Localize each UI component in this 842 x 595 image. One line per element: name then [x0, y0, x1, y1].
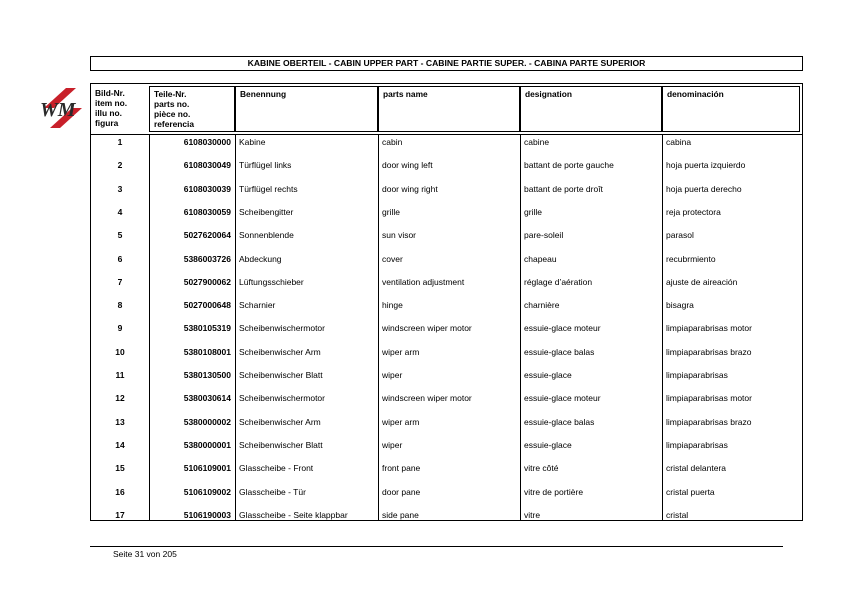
header-item-no: [91, 84, 149, 134]
cell-item-no: 14: [115, 439, 125, 450]
header-line: figura: [95, 118, 119, 128]
cell-benennung: Scheibenwischermotor: [239, 323, 325, 334]
cell-benennung: Abdeckung: [239, 253, 282, 264]
cell-designation: charnière: [524, 300, 560, 311]
table-body: [91, 135, 802, 520]
cell-denominacion: reja protectora: [666, 206, 721, 217]
cell-part-no: 5380000002: [183, 416, 231, 427]
cell-parts-name: sun visor: [382, 230, 417, 241]
cell-parts-name: hinge: [382, 300, 403, 311]
cell-denominacion: limpiaparabrisas motor: [666, 393, 752, 404]
cell-benennung: Scheibenwischer Blatt: [239, 370, 323, 380]
cell-denominacion: cristal: [666, 509, 689, 520]
table-row: [91, 158, 802, 181]
cell-part-no: 5027620064: [183, 230, 231, 241]
cell-parts-name: door wing left: [382, 160, 433, 171]
cell-part-no: 6108030059: [183, 206, 231, 217]
cell-parts-name: door pane: [382, 486, 421, 497]
cell-part-no: 6108030039: [183, 183, 231, 194]
table-row: [91, 228, 802, 251]
cell-parts-name: cabin: [382, 137, 403, 147]
cell-designation: cabine: [524, 137, 550, 147]
cell-denominacion: limpiaparabrisas brazo: [666, 416, 752, 427]
table-row: [91, 415, 802, 438]
cell-benennung: Scheibenwischer Blatt: [239, 439, 323, 450]
cell-parts-name: windscreen wiper motor: [382, 323, 472, 334]
cell-parts-name: door wing right: [382, 183, 438, 194]
cell-part-no: 6108030000: [183, 137, 231, 147]
cell-parts-name: side pane: [382, 509, 419, 520]
cell-designation: vitre de portière: [524, 486, 584, 497]
header-line: Benennung: [240, 89, 287, 99]
cell-item-no: 11: [115, 370, 125, 380]
cell-benennung: Türflügel links: [239, 160, 292, 171]
cell-designation: pare-soleil: [524, 230, 564, 241]
header-designation: [520, 86, 662, 132]
cell-item-no: 5: [117, 230, 123, 241]
cell-denominacion: limpiaparabrisas: [666, 439, 728, 450]
cell-benennung: Scheibenwischer Arm: [239, 346, 321, 357]
table-row: [91, 205, 802, 228]
wm-logo: [36, 86, 88, 130]
cell-item-no: 13: [115, 416, 125, 427]
table-row: [91, 298, 802, 321]
cell-part-no: 5380130500: [183, 370, 231, 380]
cell-designation: essuie-glace: [524, 439, 572, 450]
cell-denominacion: cristal puerta: [666, 486, 715, 497]
parts-table: [90, 83, 803, 521]
cell-part-no: 5380108001: [183, 346, 231, 357]
cell-designation: essuie-glace balas: [524, 346, 595, 357]
table-row: [91, 438, 802, 461]
page-number: Seite 31 von 205: [113, 549, 177, 559]
cell-denominacion: cabina: [666, 137, 692, 147]
cell-item-no: 15: [115, 463, 125, 474]
cell-item-no: 2: [117, 160, 123, 171]
cell-parts-name: ventilation adjustment: [382, 276, 465, 287]
page-title: KABINE OBERTEIL - CABIN UPPER PART - CABINE PARTIE SUPER. - CABINA PARTE SUPERIOR: [90, 56, 803, 71]
cell-designation: grille: [524, 206, 542, 217]
cell-denominacion: bisagra: [666, 300, 694, 311]
cell-parts-name: wiper arm: [382, 346, 420, 357]
cell-item-no: 16: [115, 486, 125, 497]
cell-parts-name: wiper: [382, 439, 403, 450]
table-row: [91, 275, 802, 298]
cell-item-no: 1: [117, 137, 123, 147]
header-line: item no.: [95, 98, 128, 108]
cell-parts-name: windscreen wiper motor: [382, 393, 472, 404]
cell-item-no: 12: [115, 393, 125, 404]
cell-benennung: Glasscheibe - Front: [239, 463, 314, 474]
cell-part-no: 5380030614: [183, 393, 231, 404]
header-line: Bild-Nr.: [95, 88, 125, 98]
cell-denominacion: recubrmiento: [666, 253, 716, 264]
header-parts-name: [378, 86, 520, 132]
table-row: [91, 321, 802, 344]
cell-denominacion: hoja puerta derecho: [666, 183, 742, 194]
table-row: [91, 508, 802, 531]
cell-parts-name: wiper arm: [382, 416, 420, 427]
cell-parts-name: front pane: [382, 463, 421, 474]
cell-designation: essuie-glace moteur: [524, 393, 601, 404]
footer-divider: [90, 546, 783, 547]
cell-designation: vitre côté: [524, 463, 559, 474]
header-line: illu no.: [95, 108, 122, 118]
cell-designation: réglage d’aération: [524, 276, 593, 287]
cell-designation: battant de porte droît: [524, 183, 603, 194]
table-row: [91, 252, 802, 275]
cell-designation: vitre: [524, 509, 541, 520]
cell-part-no: 5380000001: [183, 439, 231, 450]
cell-part-no: 6108030049: [183, 160, 231, 171]
header-benennung: [235, 86, 378, 132]
cell-part-no: 5027900062: [183, 276, 231, 287]
header-line: denominación: [667, 89, 724, 99]
cell-part-no: 5106109002: [183, 486, 231, 497]
cell-benennung: Scheibengitter: [239, 206, 294, 217]
cell-item-no: 7: [117, 276, 123, 287]
cell-item-no: 10: [115, 346, 125, 357]
cell-item-no: 3: [117, 183, 123, 194]
table-row: [91, 135, 802, 158]
cell-item-no: 9: [117, 323, 123, 334]
cell-part-no: 5106190003: [183, 509, 231, 520]
cell-designation: battant de porte gauche: [524, 160, 614, 171]
table-header: [91, 84, 802, 135]
header-line: designation: [525, 89, 572, 99]
cell-designation: essuie-glace moteur: [524, 323, 601, 334]
cell-benennung: Sonnenblende: [239, 230, 294, 241]
table-row: [91, 485, 802, 508]
cell-designation: essuie-glace: [524, 370, 572, 380]
cell-denominacion: parasol: [666, 230, 694, 241]
cell-item-no: 8: [117, 300, 123, 311]
header-part-no: [149, 86, 235, 132]
header-line: parts name: [383, 89, 428, 99]
cell-denominacion: limpiaparabrisas motor: [666, 323, 752, 334]
logo-text: WM: [40, 99, 76, 121]
cell-benennung: Kabine: [239, 137, 266, 147]
cell-benennung: Türflügel rechts: [239, 183, 298, 194]
cell-item-no: 4: [117, 206, 123, 217]
cell-part-no: 5106109001: [183, 463, 231, 474]
cell-benennung: Glasscheibe - Seite klappbar: [239, 509, 348, 520]
header-line: referencia: [154, 119, 195, 129]
cell-benennung: Glasscheibe - Tür: [239, 486, 306, 497]
header-line: Teile-Nr.: [154, 89, 187, 99]
cell-parts-name: grille: [382, 206, 400, 217]
cell-denominacion: cristal delantera: [666, 463, 727, 474]
header-denominacion: [662, 86, 800, 132]
cell-part-no: 5380105319: [183, 323, 231, 334]
cell-parts-name: cover: [382, 253, 403, 264]
cell-benennung: Scheibenwischer Arm: [239, 416, 321, 427]
header-line: pièce no.: [154, 109, 191, 119]
cell-benennung: Lüftungsschieber: [239, 276, 304, 287]
header-line: parts no.: [154, 99, 190, 109]
cell-denominacion: limpiaparabrisas: [666, 370, 728, 380]
cell-parts-name: wiper: [382, 370, 403, 380]
cell-designation: chapeau: [524, 253, 557, 264]
cell-item-no: 6: [117, 253, 123, 264]
cell-item-no: 17: [115, 509, 125, 520]
table-row: [91, 368, 802, 391]
table-row: [91, 182, 802, 205]
table-row: [91, 345, 802, 368]
cell-denominacion: hoja puerta izquierdo: [666, 160, 746, 171]
table-row: [91, 391, 802, 414]
table-row: [91, 461, 802, 484]
cell-denominacion: limpiaparabrisas brazo: [666, 346, 752, 357]
cell-benennung: Scheibenwischermotor: [239, 393, 325, 404]
cell-denominacion: ajuste de aireación: [666, 276, 738, 287]
cell-benennung: Scharnier: [239, 300, 276, 311]
cell-designation: essuie-glace balas: [524, 416, 595, 427]
cell-part-no: 5386003726: [183, 253, 231, 264]
cell-part-no: 5027000648: [183, 300, 231, 311]
